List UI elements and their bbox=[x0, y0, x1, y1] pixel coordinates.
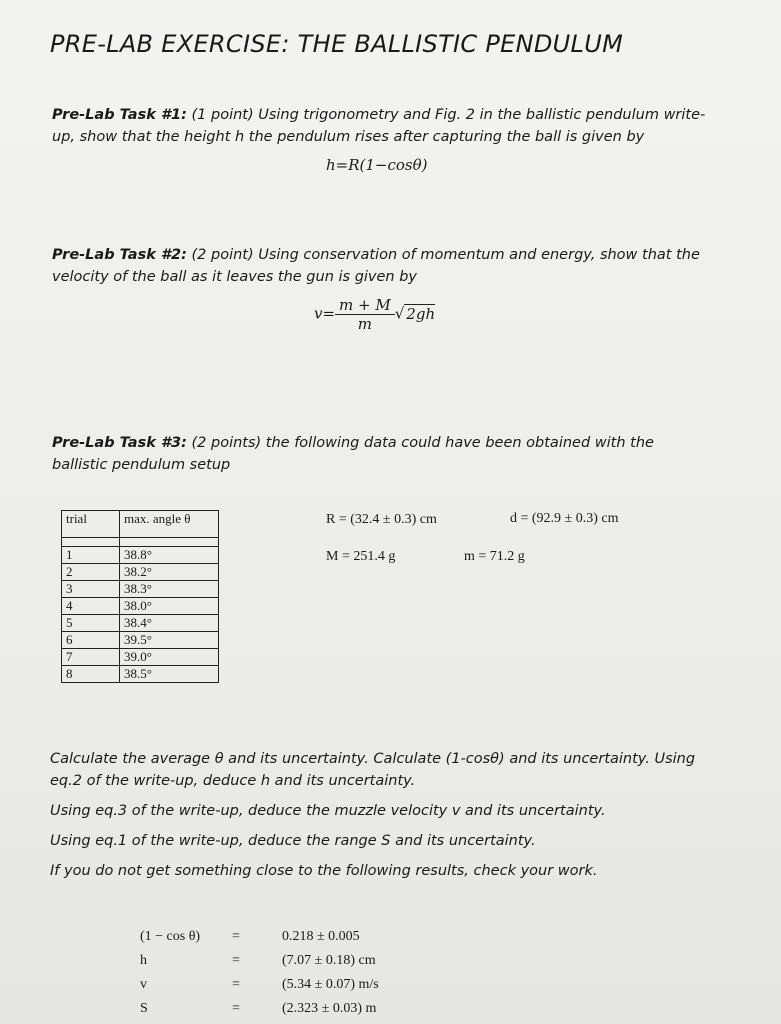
result-row bbox=[140, 949, 379, 973]
task3-label: Pre-Lab Task #3: bbox=[52, 435, 187, 451]
instruction-line: Using eq.3 of the write-up, deduce the muzzle velocity v and its uncertainty. bbox=[50, 803, 606, 819]
result-label: v bbox=[140, 977, 147, 992]
trial-cell: 1 bbox=[62, 547, 120, 564]
header-max-angle: max. angle θ bbox=[120, 511, 219, 538]
result-row bbox=[140, 925, 379, 949]
angle-cell: 38.4° bbox=[120, 615, 219, 632]
task2-equation bbox=[314, 296, 435, 333]
task2-text-line1: (2 point) Using conservation of momentum and energy, show that the bbox=[191, 247, 700, 263]
result-label: h bbox=[140, 953, 147, 968]
sqrt-icon: √ bbox=[394, 304, 405, 323]
result-value: (7.07 ± 0.18) cm bbox=[282, 953, 376, 968]
instruction-line: Calculate the average θ and its uncertainty. Calculate (1-cosθ) and its uncertainty. Using bbox=[50, 751, 696, 767]
task1-text-line1: (1 point) Using trigonometry and Fig. 2 in the ballistic pendulum write- bbox=[191, 107, 706, 123]
page-title: PRE-LAB EXERCISE: THE BALLISTIC PENDULUM bbox=[50, 30, 624, 58]
instructions-block bbox=[50, 748, 778, 882]
angle-cell: 38.8° bbox=[120, 547, 219, 564]
task2-text-line2: velocity of the ball as it leaves the gun is given by bbox=[52, 269, 418, 285]
trial-cell: 3 bbox=[62, 581, 120, 598]
trial-cell: 6 bbox=[62, 632, 120, 649]
task1-text-line2: up, show that the height h the pendulum rises after capturing the ball is given by bbox=[52, 129, 645, 145]
instruction-line: Using eq.1 of the write-up, deduce the range S and its uncertainty. bbox=[50, 833, 536, 849]
trial-cell: 2 bbox=[62, 564, 120, 581]
task1-paragraph bbox=[52, 104, 772, 148]
result-value: (5.34 ± 0.07) m/s bbox=[282, 977, 379, 992]
table-row bbox=[62, 632, 219, 649]
table-row bbox=[62, 547, 219, 564]
trial-cell: 8 bbox=[62, 666, 120, 683]
table-header-row bbox=[62, 511, 219, 538]
result-row bbox=[140, 973, 379, 997]
instruction-line: If you do not get something close to the following results, check your work. bbox=[50, 863, 598, 879]
angle-cell: 38.0° bbox=[120, 598, 219, 615]
table-row bbox=[62, 666, 219, 683]
table-row bbox=[62, 581, 219, 598]
result-label: S bbox=[140, 1001, 148, 1016]
fraction-numerator: m + M bbox=[335, 296, 395, 315]
angle-cell: 39.5° bbox=[120, 632, 219, 649]
task3-text-line1: (2 points) the following data could have been obtained with the bbox=[191, 435, 654, 451]
results-table bbox=[140, 925, 379, 1021]
angle-cell: 39.0° bbox=[120, 649, 219, 666]
angle-data-table bbox=[61, 510, 219, 683]
angle-cell: 38.5° bbox=[120, 666, 219, 683]
task3-paragraph bbox=[52, 432, 772, 476]
task1-equation: h=R(1−cosθ) bbox=[326, 156, 428, 174]
result-value: (2.323 ± 0.03) m bbox=[282, 1001, 377, 1016]
result-equals: = bbox=[232, 1001, 240, 1016]
sqrt-argument: 2gh bbox=[406, 304, 436, 323]
constant-R: R = (32.4 ± 0.3) cm bbox=[326, 512, 437, 527]
result-value: 0.218 ± 0.005 bbox=[282, 929, 360, 944]
header-trial: trial bbox=[62, 511, 120, 538]
result-label: (1 − cos θ) bbox=[140, 929, 201, 944]
table-row bbox=[62, 649, 219, 666]
result-equals: = bbox=[232, 953, 240, 968]
constant-d: d = (92.9 ± 0.3) cm bbox=[510, 511, 619, 526]
task3-text-line2: ballistic pendulum setup bbox=[52, 457, 231, 473]
table-row bbox=[62, 564, 219, 581]
trial-cell: 5 bbox=[62, 615, 120, 632]
angle-cell: 38.3° bbox=[120, 581, 219, 598]
task2-paragraph bbox=[52, 244, 777, 288]
task1-label: Pre-Lab Task #1: bbox=[52, 107, 187, 123]
table-row bbox=[62, 598, 219, 615]
table-row bbox=[62, 615, 219, 632]
task2-label: Pre-Lab Task #2: bbox=[52, 247, 187, 263]
result-equals: = bbox=[232, 929, 240, 944]
velocity-lhs: v= bbox=[314, 304, 336, 323]
angle-cell: 38.2° bbox=[120, 564, 219, 581]
constant-m: m = 71.2 g bbox=[464, 549, 525, 564]
result-equals: = bbox=[232, 977, 240, 992]
velocity-fraction bbox=[335, 296, 395, 333]
result-row bbox=[140, 997, 379, 1021]
constant-M: M = 251.4 g bbox=[326, 549, 396, 564]
fraction-denominator: m bbox=[357, 315, 372, 333]
trial-cell: 7 bbox=[62, 649, 120, 666]
trial-cell: 4 bbox=[62, 598, 120, 615]
instruction-line: eq.2 of the write-up, deduce h and its uncertainty. bbox=[50, 773, 416, 789]
